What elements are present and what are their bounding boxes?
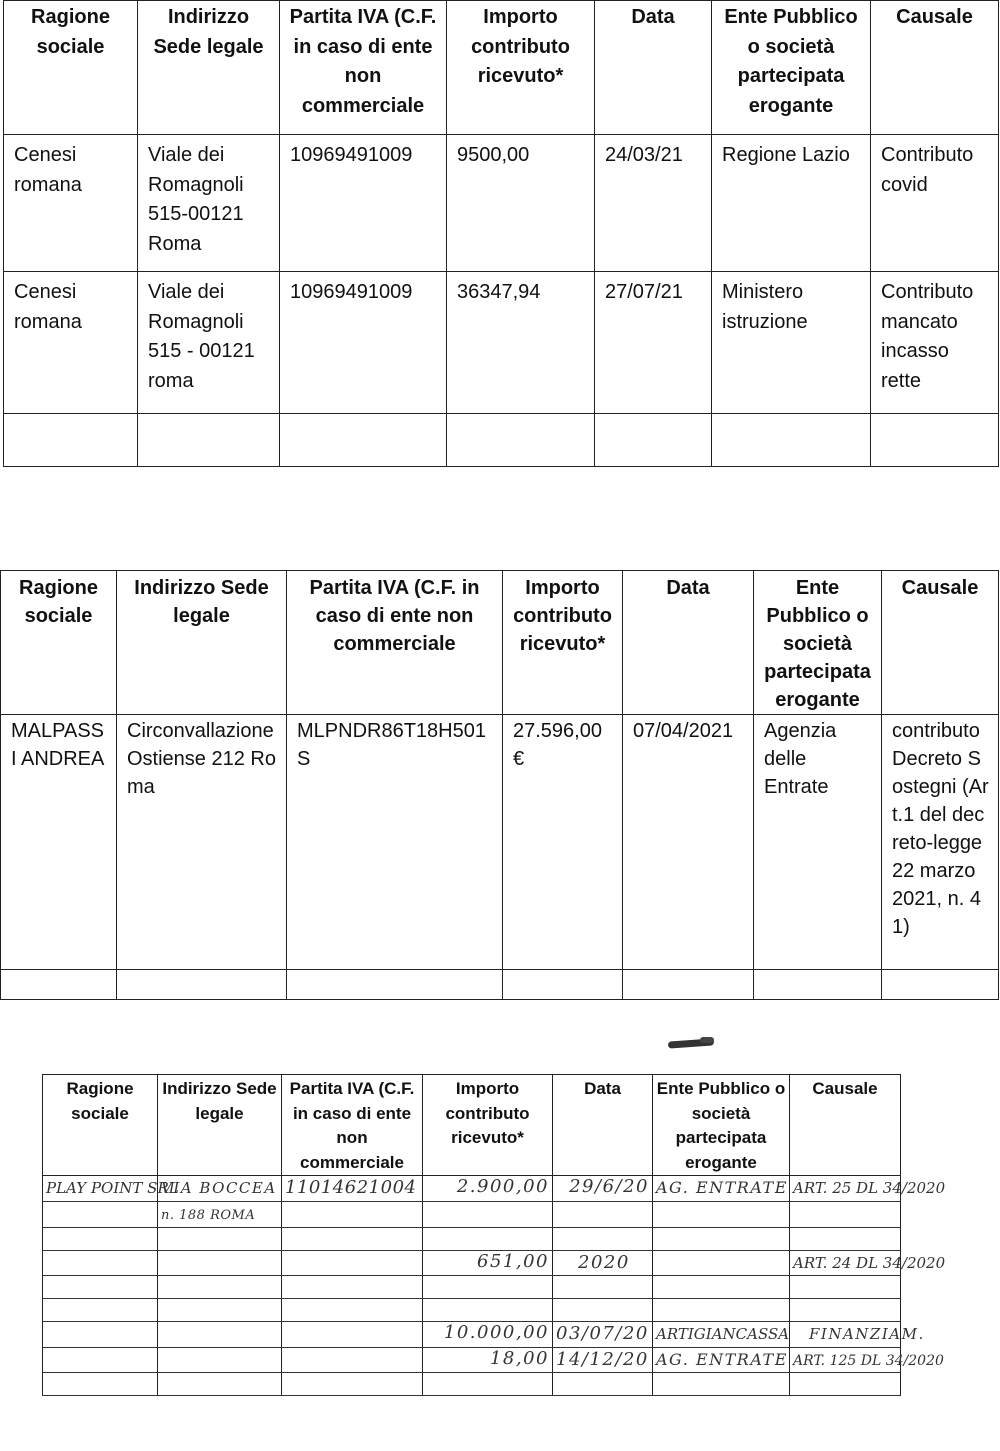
- header-ente: Ente Pubblico o società partecipata erogante: [754, 571, 882, 715]
- table-row: [43, 1373, 901, 1396]
- cell-piva: 10969491009: [280, 272, 447, 414]
- handwritten-causale: FINANZIAM.: [809, 1325, 925, 1343]
- cell-piva: MLPNDR86T18H501S: [287, 715, 503, 970]
- contributions-table-1: [3, 0, 999, 467]
- cell-ente: Agenzia delle Entrate: [754, 715, 882, 970]
- header-indirizzo: Indirizzo Sede legale: [158, 1075, 282, 1176]
- header-causale: Causale: [790, 1075, 901, 1176]
- handwritten-importo: 2.900,00: [456, 1176, 549, 1197]
- contributions-table-2: [0, 570, 999, 1000]
- header-indirizzo: Indirizzo Sede legale: [117, 571, 287, 715]
- handwritten-causale: ART. 125 DL 34/2020: [793, 1352, 944, 1369]
- cell-importo: 9500,00: [447, 135, 595, 272]
- empty-row: [1, 970, 999, 1000]
- header-causale: Causale: [882, 571, 999, 715]
- handwritten-data: 03/07/20: [556, 1323, 649, 1344]
- cell-causale: contributo Decreto Sostegni (Art.1 del decreto-legge 22 marzo 2021, n. 41): [882, 715, 999, 970]
- header-ragione-sociale: Ragione sociale: [1, 571, 117, 715]
- cell-ente: Ministero istruzione: [712, 272, 871, 414]
- cell-causale: Contributo covid: [871, 135, 999, 272]
- cell-indirizzo: Viale dei Romagnoli 515 - 00121 roma: [138, 272, 280, 414]
- cell-data: 24/03/21: [595, 135, 712, 272]
- header-data: Data: [623, 571, 754, 715]
- header-partita-iva: Partita IVA (C.F. in caso di ente non commerciale: [287, 571, 503, 715]
- handwritten-data: 14/12/20: [556, 1348, 649, 1370]
- handwritten-importo: 18,00: [489, 1347, 549, 1369]
- handwritten-ragione: PLAY POINT SRL: [46, 1179, 179, 1197]
- handwritten-ente: AG. ENTRATE: [656, 1178, 788, 1197]
- handwritten-data: 29/6/20: [569, 1176, 649, 1197]
- cell-importo: 27.596,00 €: [503, 715, 623, 970]
- table-row: [4, 272, 999, 414]
- contributions-table-3-handwritten: [42, 1074, 946, 1396]
- handwritten-ente: ARTIGIANCASSA: [656, 1325, 790, 1343]
- handwritten-piva: 11014621004: [285, 1177, 417, 1198]
- table-row: [43, 1276, 901, 1299]
- cell-ente: Regione Lazio: [712, 135, 871, 272]
- cell-piva: 10969491009: [280, 135, 447, 272]
- table-row: [43, 1227, 901, 1250]
- table-row: [43, 1201, 901, 1227]
- table-row: [43, 1299, 901, 1322]
- handwritten-importo: 10.000,00: [443, 1322, 549, 1343]
- cell-indirizzo: Circonvallazione Ostiense 212 Roma: [117, 715, 287, 970]
- table-row: [1, 715, 999, 970]
- handwritten-causale: ART. 25 DL 34/2020: [793, 1179, 946, 1197]
- header-ente: Ente Pubblico o società partecipata erogante: [653, 1075, 790, 1176]
- header-ragione-sociale: Ragione sociale: [43, 1075, 158, 1176]
- header-importo: Importo contributo ricevuto*: [423, 1075, 553, 1176]
- cell-data: 27/07/21: [595, 272, 712, 414]
- header-importo: Importo contributo ricevuto*: [503, 571, 623, 715]
- empty-row: [4, 414, 999, 467]
- table-row: [4, 135, 999, 272]
- header-partita-iva: Partita IVA (C.F. in caso di ente non commerciale: [282, 1075, 423, 1176]
- header-importo: Importo contributo ricevuto*: [447, 1, 595, 135]
- handwritten-importo: 651,00: [477, 1250, 549, 1272]
- handwritten-data: 2020: [578, 1251, 630, 1273]
- cell-ragione: Cenesi romana: [4, 272, 138, 414]
- cell-indirizzo: Viale dei Romagnoli 515-00121 Roma: [138, 135, 280, 272]
- header-data: Data: [595, 1, 712, 135]
- cell-ragione: MALPASSI ANDREA: [1, 715, 117, 970]
- header-ragione-sociale: Ragione sociale: [4, 1, 138, 135]
- header-causale: Causale: [871, 1, 999, 135]
- header-data: Data: [553, 1075, 653, 1176]
- cell-importo: 36347,94: [447, 272, 595, 414]
- handwritten-indirizzo: VIA BOCCEA: [161, 1179, 277, 1197]
- header-ente: Ente Pubblico o società partecipata erogante: [712, 1, 871, 135]
- handwritten-ente: AG. ENTRATE: [656, 1349, 788, 1369]
- handwritten-causale: ART. 24 DL 34/2020: [793, 1253, 946, 1272]
- scan-smudge: [700, 1037, 714, 1043]
- table-row: [43, 1250, 901, 1276]
- cell-causale: Contributo mancato incasso rette: [871, 272, 999, 414]
- table-row: [43, 1176, 901, 1202]
- header-indirizzo: Indirizzo Sede legale: [138, 1, 280, 135]
- table-row: [43, 1347, 901, 1373]
- table-row: [43, 1322, 901, 1348]
- cell-ragione: Cenesi romana: [4, 135, 138, 272]
- handwritten-indirizzo-line2: n. 188 ROMA: [161, 1207, 256, 1223]
- cell-data: 07/04/2021: [623, 715, 754, 970]
- header-partita-iva: Partita IVA (C.F. in caso di ente non commerciale: [280, 1, 447, 135]
